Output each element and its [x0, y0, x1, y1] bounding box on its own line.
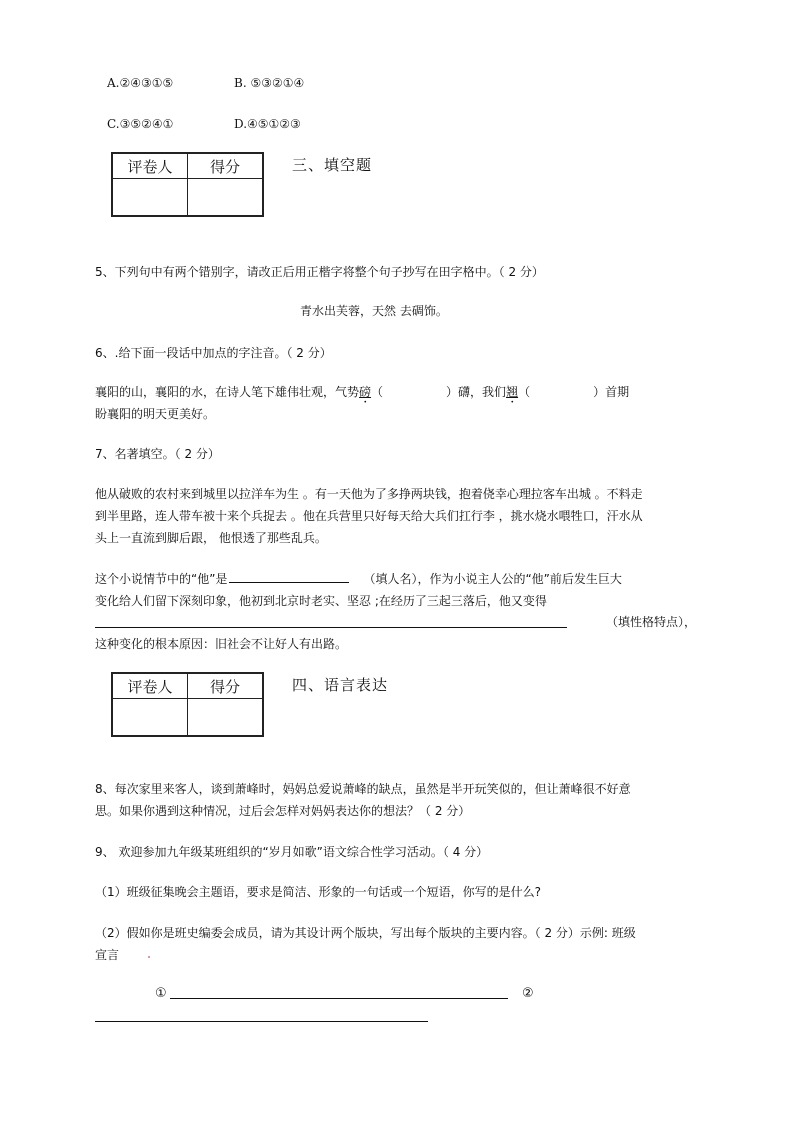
option-c: C.③⑤②④① [107, 117, 174, 131]
q9-sub2-line1: （2）假如你是班史编委会成员，请为其设计两个版块，写出每个版块的主要内容。（ 2 分）示例: 班级 [95, 926, 636, 940]
grader-header: 评卷人 [112, 673, 188, 699]
score-cell[interactable] [188, 179, 264, 217]
answer-line-2[interactable] [95, 1021, 428, 1022]
dotted-char-2: 翘 [506, 385, 519, 399]
answer-line-1[interactable] [170, 998, 508, 999]
answer-marker-1: ① [155, 986, 167, 1001]
q9-sub2-line2: 宣言 [95, 948, 120, 962]
score-table-section4 [111, 672, 264, 737]
option-d: D.④⑤①②③ [234, 117, 301, 131]
section4-title: 四、语言表达 [292, 676, 389, 694]
name-blank[interactable] [229, 570, 349, 583]
score-cell[interactable] [188, 699, 264, 737]
option-b: B. ⑤③②①④ [234, 76, 305, 90]
q7-passage-line2: 到半里路，连人带车被十来个兵捉去 。他在兵营里只好每天给大兵们扛行李 ，挑水烧水喂牲口，汗水从 [95, 509, 643, 523]
q7-fill-line1: 这个小说情节中的“他”是 （填人名），作为小说主人公的“他”前后发生巨大 [95, 572, 622, 586]
score-header: 得分 [188, 153, 264, 179]
q7-passage-line3: 头上一直流到脚后跟， 他恨透了那些乱兵。 [95, 531, 327, 545]
score-table-section3 [111, 152, 264, 217]
section3-title: 三、填空题 [292, 156, 373, 174]
q6-paragraph-line2: 盼襄阳的明天更美好。 [95, 407, 216, 421]
answer-marker-2: ② [522, 986, 534, 1001]
grader-header: 评卷人 [112, 153, 188, 179]
q8-line2: 思。如果你遇到这种情况，过后会怎样对妈妈表达你的想法？（ 2 分） [95, 804, 471, 818]
option-a: A.②④③①⑤ [107, 76, 174, 90]
q7-question: 7、名著填空。（ 2 分） [95, 447, 220, 461]
q7-fill-line4: 这种变化的根本原因：旧社会不让好人有出路。 [95, 637, 348, 651]
stray-mark [148, 956, 150, 958]
q7-fill-line3: （填性格特点）， [606, 615, 697, 629]
q8-line1: 8、每次家里来客人，谈到萧峰时，妈妈总爱说萧峰的缺点，虽然是半开玩笑似的，但让萧峰很不好意 [95, 782, 631, 796]
q7-passage-line1: 他从破败的农村来到城里以拉洋车为生 。有一天他为了多挣两块钱，抱着侥幸心理拉客车出城 。不料走 [95, 487, 643, 501]
q5-question: 5、下列句中有两个错别字，请改正后用正楷字将整个句子抄写在田字格中。（ 2 分） [95, 265, 544, 279]
q6-question: 6、.给下面一段话中加点的字注音。（ 2 分） [95, 346, 332, 360]
grader-cell[interactable] [112, 699, 188, 737]
q5-sentence: 青水出芙蓉，天然 去碉饰。 [300, 304, 448, 318]
q9-sub1: （1）班级征集晚会主题语，要求是简洁、形象的一句话或一个短语，你写的是什么? [95, 885, 542, 899]
q7-fill-line2: 变化给人们留下深刻印象，他初到北京时老实、坚忍 ;在经历了三起三落后，他又变得 [95, 594, 547, 608]
score-header: 得分 [188, 673, 264, 699]
q9-question: 9、 欢迎参加九年级某班组织的“岁月如歌”语文综合性学习活动。（ 4 分） [95, 845, 489, 859]
grader-cell[interactable] [112, 179, 188, 217]
dotted-char-1: 磅 [359, 385, 372, 399]
trait-blank[interactable] [95, 627, 567, 628]
q6-paragraph-line1: 襄阳的山，襄阳的水，在诗人笔下雄伟壮观，气势磅（ ）礴，我们翘（ ）首期 [95, 385, 630, 399]
